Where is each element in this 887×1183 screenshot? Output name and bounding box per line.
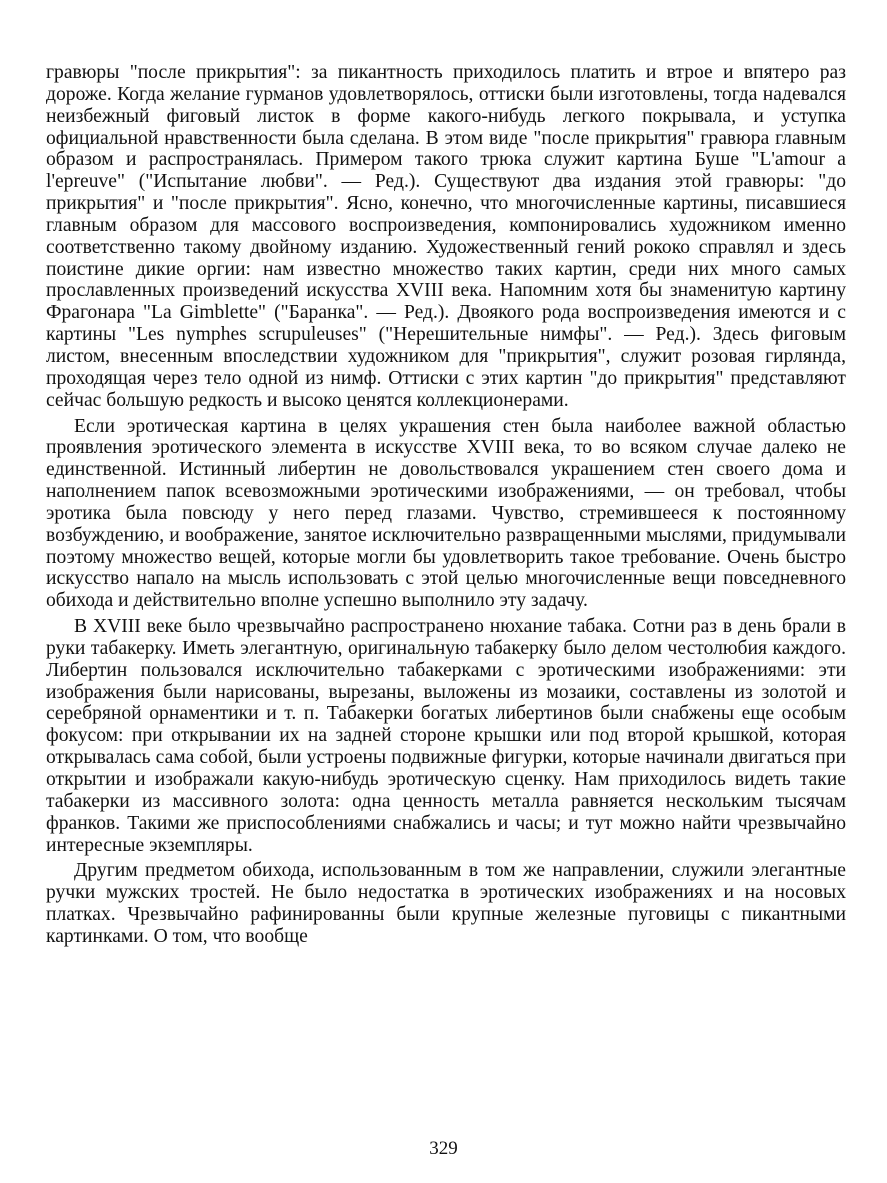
paragraph-everyday-objects: Другим предметом обихода, использованным в том же направлении, служили элегантные ручки мужских тростей. Не было недостатка в эротических изображениях и на носовых платках. Чрезвычайно рафинированны были крупные железные пуговицы с пикантными картинками. О том, что вообще [46,860,846,947]
page-body [46,62,846,948]
paragraph-erotic-painting: Если эротическая картина в целях украшения стен была наиболее важной областью проявления эротического элемента в искусстве XVIII века, то во всяком случае далеко не единственной. Истинный либертин не довольствовался украшением стен своего дома и наполнением папок всевозможными эротическими изображениями, — он требовал, чтобы эротика была повсюду у него перед глазами. Чувство, стремившееся к постоянному возбуждению, и воображение, занятое исключительно развращенными мыслями, придумывали поэтому множество вещей, которые могли бы удовлетворить такое требование. Очень быстро искусство напало на мысль использовать с этой целью многочисленные вещи повседневного обихода и действительно вполне успешно выполнило эту задачу. [46,415,846,612]
paragraph-snuffboxes: В XVIII веке было чрезвычайно распространено нюхание табака. Сотни раз в день брали в руки табакерку. Иметь элегантную, оригинальную табакерку было делом честолюбия каждого. Либертин пользовался исключительно табакерками с эротическими изображениями: эти изображения были нарисованы, вырезаны, выложены из мозаики, составлены из золотой и серебряной орнаментики и т. п. Табакерки богатых либертинов были снабжены еще особым фокусом: при открывании их на задней стороне крышки или под второй крышкой, которая открывалась сама собой, были устроены подвижные фигурки, которые начинали двигаться при открытии и изображали какую-нибудь эротическую сценку. Нам приходилось видеть такие табакерки из массивного золота: одна ценность металла равняется нескольким тысячам франков. Такими же приспособлениями снабжались и часы; и тут можно найти чрезвычайно интересные экземпляры. [46,616,846,856]
page-number: 329 [429,1138,458,1159]
paragraph-continuation: гравюры "после прикрытия": за пикантность приходилось платить и втрое и впятеро раз дороже. Когда желание гурманов удовлетворялось, оттиски были изготовлены, тогда надевался неизбежный фиговый листок в форме какого-нибудь легкого покрывала, и уступка официальной нравственности была сделана. В этом виде "после прикрытия" гравюра главным образом и распространялась. Примером такого трюка служит картина Буше "L'amour a l'epreuve" ("Испытание любви". — Ред.). Существуют два издания этой гравюры: "до прикрытия" и "после прикрытия". Ясно, конечно, что многочисленные картины, писавшиеся главным образом для массового воспроизведения, компонировались художником именно соответственно такому двойному изданию. Художественный гений рококо справлял и здесь поистине дикие оргии: нам известно множество таких картин, среди них много самых прославленных произведений искусства XVIII века. Напомним хотя бы знаменитую картину Фрагонара "La Gimblette" ("Баранка". — Ред.). Двоякого рода воспроизведения имеются и с картины "Les nymphes scrupuleuses" ("Нерешительные нимфы". — Ред.). Здесь фиговым листом, внесенным впоследствии художником для "прикрытия", служит розовая гирлянда, проходящая через тело одной из нимф. Оттиски с этих картин "до прикрытия" представляют сейчас большую редкость и высоко ценятся коллекционерами. [46,62,846,411]
